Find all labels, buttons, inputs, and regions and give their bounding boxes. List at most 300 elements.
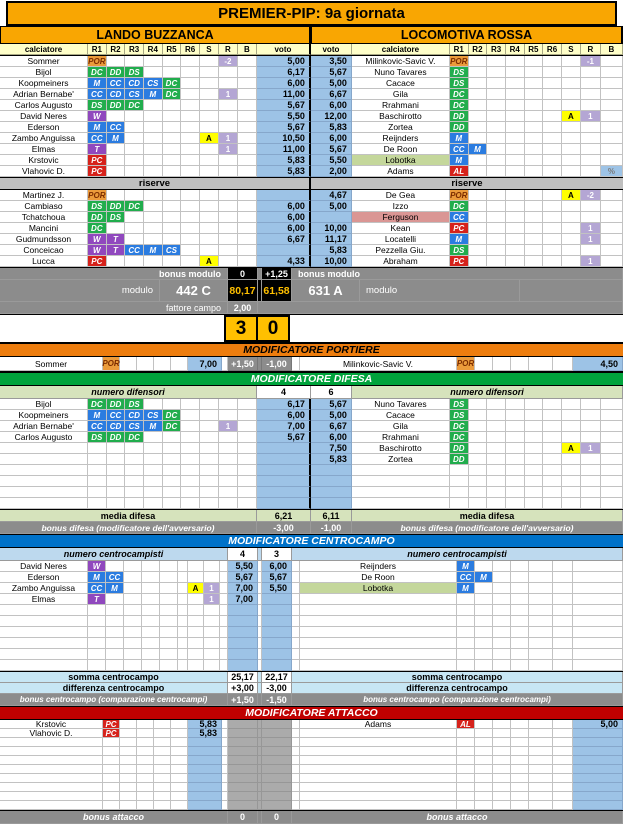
player-voto[interactable]: 5,83 [188,720,222,729]
player-role[interactable]: W [88,111,107,122]
player-voto[interactable]: 10,00 [311,223,352,234]
player-role[interactable]: W [88,561,106,572]
player-voto[interactable] [262,594,292,605]
player-voto[interactable]: 5,83 [257,166,311,177]
player-name[interactable]: Zambo Anguissa [0,133,88,144]
player-voto[interactable] [573,747,623,756]
player-voto[interactable]: 3,50 [311,56,352,67]
bonus-value-away[interactable]: -1,00 [262,357,292,371]
player-voto[interactable]: 5,50 [311,155,352,166]
player-voto[interactable]: 7,00 [257,421,311,432]
player-role[interactable]: DD [88,212,107,223]
player-voto[interactable]: 7,50 [311,443,352,454]
player-role[interactable]: DC [450,421,469,432]
player-name[interactable]: Sommer [0,357,103,371]
slot-r[interactable]: 1 [581,111,601,122]
slot-r[interactable]: 1 [581,223,601,234]
player-role[interactable]: CC [107,122,126,133]
player-name[interactable]: Gudmundsson [0,234,88,245]
player-role[interactable]: DS [450,410,469,421]
player-name[interactable]: Izzo [352,201,450,212]
player-role[interactable]: DD [107,432,126,443]
player-voto[interactable]: 6,67 [257,234,311,245]
player-name[interactable]: Vlahovic D. [0,166,88,177]
total-away[interactable]: 61,58 [262,280,292,302]
player-role[interactable]: DD [107,201,126,212]
player-role[interactable]: CD [107,421,126,432]
player-voto[interactable]: 5,83 [311,245,352,256]
player-voto[interactable]: 5,00 [573,720,623,729]
player-voto[interactable] [311,465,352,476]
player-voto[interactable]: 5,67 [257,432,311,443]
player-role[interactable]: PC [103,720,120,729]
player-role[interactable]: DC [450,89,469,100]
slot-r[interactable]: -2 [219,56,238,67]
player-voto[interactable] [573,792,623,801]
player-voto[interactable] [573,801,623,810]
player-voto[interactable] [262,649,292,660]
player-voto[interactable]: 6,00 [257,212,311,223]
modulo-value-away[interactable]: 631 A [292,280,360,302]
player-voto[interactable]: 5,67 [311,399,352,410]
player-role[interactable]: M [144,89,163,100]
player-name[interactable]: Zortea [352,122,450,133]
role-cell-empty [163,498,182,509]
numero-difensori-home[interactable]: 4 [257,386,311,399]
player-role[interactable]: POR [88,190,106,200]
bonus-attacco-home[interactable]: 0 [228,811,258,824]
slot-s[interactable]: A [562,111,581,122]
player-voto[interactable]: 7,00 [228,583,258,594]
player-name[interactable]: Kean [352,223,450,234]
differenza-centrocampo-away[interactable]: -3,00 [262,683,292,694]
player-role[interactable]: CS [125,89,144,100]
slot-b[interactable]: % [601,166,623,177]
player-role[interactable]: DC [88,223,107,234]
player-role[interactable]: T [107,245,126,256]
player-name[interactable]: Adrian Bernabe' [0,421,88,432]
player-role[interactable]: CC [107,78,126,89]
player-role[interactable]: DS [88,100,107,111]
player-name[interactable]: Koopmeiners [0,410,88,421]
player-name[interactable]: Lobotka [352,155,450,166]
player-voto[interactable] [228,660,258,671]
player-role[interactable]: DS [88,201,107,212]
player-role[interactable]: DD [450,443,469,454]
player-voto[interactable] [573,765,623,774]
player-name[interactable]: Rrahmani [352,432,450,443]
player-role[interactable]: AL [457,720,475,729]
player-role[interactable]: DC [163,421,182,432]
player-voto[interactable] [188,783,222,792]
player-voto[interactable] [311,212,352,223]
player-role[interactable]: PC [88,256,107,267]
slot-r[interactable]: 1 [581,443,601,454]
player-role[interactable]: DC [88,67,107,78]
player-voto[interactable]: 10,50 [257,133,311,144]
player-name[interactable]: Lucca [0,256,88,267]
player-role[interactable]: DS [450,245,469,256]
player-role[interactable]: M [475,572,493,583]
player-role[interactable]: M [457,561,475,572]
somma-centrocampo-away[interactable]: 22,17 [262,672,292,683]
player-name[interactable]: Zambo Anguissa [0,583,88,594]
slot-b [601,155,623,166]
player-name[interactable]: Baschirotto [352,443,450,454]
player-voto[interactable]: 5,83 [188,729,222,738]
player-voto[interactable] [257,465,311,476]
player-voto[interactable] [257,487,311,498]
player-role[interactable]: CC [107,410,126,421]
slot-r[interactable]: 1 [219,89,238,100]
player-role[interactable]: M [107,133,126,144]
player-role[interactable]: CC [450,212,469,223]
player-role[interactable]: PC [88,155,107,166]
player-voto[interactable]: 5,00 [257,56,311,67]
player-name[interactable]: Zortea [352,454,450,465]
player-voto[interactable]: 6,00 [311,133,352,144]
player-name[interactable]: Tchatchoua [0,212,88,223]
player-name[interactable]: De Gea [352,190,450,201]
player-voto[interactable] [188,738,222,747]
player-voto[interactable]: 5,00 [311,201,352,212]
player-voto[interactable] [311,498,352,509]
player-name[interactable]: Ferguson [352,212,450,223]
player-role[interactable]: CC [125,245,144,256]
bonus-modulo-value-home[interactable]: 0 [228,268,258,280]
player-role[interactable]: CC [88,421,107,432]
player-role[interactable]: M [469,144,488,155]
player-voto[interactable] [573,783,623,792]
player-voto[interactable]: 5,67 [262,572,292,583]
player-role[interactable]: CC [457,572,475,583]
slot-r[interactable]: 1 [219,144,238,155]
player-voto[interactable] [188,792,222,801]
player-role[interactable]: DC [125,100,144,111]
player-role[interactable]: CD [107,89,126,100]
player-name[interactable]: Vlahovic D. [0,729,103,738]
player-name[interactable]: Milinkovic-Savic V. [300,357,457,371]
player-role[interactable]: DD [450,122,469,133]
player-role[interactable]: M [106,583,124,594]
player-name[interactable]: Elmas [0,144,88,155]
bonus-modulo-value-away[interactable]: +1,25 [262,268,292,280]
player-role[interactable]: DC [125,201,144,212]
player-role[interactable]: POR [88,56,106,66]
player-role[interactable]: M [450,234,469,245]
player-name[interactable]: Cambiaso [0,201,88,212]
player-role[interactable]: M [88,78,107,89]
player-voto[interactable] [188,801,222,810]
player-role[interactable]: W [88,234,107,245]
player-name[interactable]: Rrahmani [352,100,450,111]
player-voto[interactable]: 6,67 [311,89,352,100]
player-voto[interactable]: 6,00 [257,78,311,89]
player-voto[interactable] [257,454,311,465]
player-voto[interactable]: 11,17 [311,234,352,245]
player-name[interactable]: Koopmeiners [0,78,88,89]
player-name[interactable]: Conceicao [0,245,88,256]
player-name[interactable]: Carlos Augusto [0,432,88,443]
player-role[interactable]: CS [144,410,163,421]
player-role[interactable]: DS [450,399,469,410]
player-voto[interactable]: 6,17 [257,67,311,78]
player-voto[interactable] [188,765,222,774]
player-role[interactable]: M [88,410,107,421]
player-voto[interactable] [188,747,222,756]
player-voto[interactable] [573,738,623,747]
player-voto[interactable] [573,729,623,738]
player-voto[interactable]: 6,17 [257,399,311,410]
player-name[interactable]: De Roon [300,572,457,583]
player-role[interactable]: PC [88,166,107,177]
player-name[interactable]: Gila [352,89,450,100]
player-voto[interactable]: 5,67 [257,100,311,111]
player-role[interactable]: DD [107,399,126,410]
bonus-attacco-away[interactable]: 0 [262,811,292,824]
player-name[interactable]: Sommer [0,56,88,67]
player-name[interactable]: Cacace [352,78,450,89]
player-role[interactable]: DS [107,212,126,223]
player-voto[interactable]: 6,67 [311,421,352,432]
player-role[interactable]: DC [88,399,107,410]
player-voto[interactable]: 12,00 [311,111,352,122]
player-voto[interactable] [188,756,222,765]
player-voto[interactable] [262,638,292,649]
numero-centrocampisti-home[interactable]: 4 [228,548,258,561]
player-role[interactable]: DS [88,432,107,443]
player-voto[interactable]: 4,67 [311,190,352,201]
slot-s[interactable]: A [200,256,219,267]
player-name[interactable]: Krstovic [0,155,88,166]
player-voto[interactable]: 7,00 [188,357,222,371]
player-voto[interactable]: 5,50 [228,561,258,572]
bonus-value-home[interactable]: +1,50 [228,357,258,371]
player-voto[interactable]: 5,67 [311,144,352,155]
player-voto[interactable]: 5,00 [311,78,352,89]
player-role[interactable]: CC [450,144,469,155]
slot-r[interactable]: 1 [219,421,238,432]
player-voto[interactable] [228,649,258,660]
player-name[interactable]: Elmas [0,594,88,605]
player-role[interactable]: DS [450,67,469,78]
fattore-campo-value[interactable]: 2,00 [228,302,258,314]
media-difesa-away[interactable]: 6,11 [311,510,352,522]
player-role[interactable]: DC [163,410,182,421]
player-role[interactable]: T [107,234,126,245]
player-role[interactable]: PC [103,729,120,738]
player-name[interactable]: De Roon [352,144,450,155]
player-role[interactable]: M [144,245,163,256]
slot-r[interactable]: 1 [219,133,238,144]
player-role[interactable]: DD [107,67,126,78]
player-voto[interactable] [228,638,258,649]
player-role[interactable]: CS [144,78,163,89]
player-voto[interactable]: 6,00 [257,201,311,212]
player-voto[interactable] [262,605,292,616]
player-voto[interactable] [573,756,623,765]
player-role[interactable]: POR [103,357,120,371]
player-voto[interactable] [573,774,623,783]
player-name[interactable]: Adrian Bernabe' [0,89,88,100]
numero-difensori-away[interactable]: 6 [311,386,352,399]
slot-r[interactable]: 1 [204,594,220,605]
player-role[interactable]: DC [450,432,469,443]
player-voto[interactable] [228,605,258,616]
player-role[interactable]: M [457,583,475,594]
player-role[interactable]: DC [163,89,182,100]
player-name[interactable]: David Neres [0,111,88,122]
player-role[interactable]: M [450,155,469,166]
differenza-centrocampo-home[interactable]: +3,00 [228,683,258,694]
player-voto[interactable]: 6,00 [257,410,311,421]
player-voto[interactable]: 6,00 [311,432,352,443]
player-role[interactable]: DC [163,78,182,89]
player-voto[interactable]: 5,83 [311,454,352,465]
player-role[interactable]: DC [450,100,469,111]
player-role[interactable]: CS [163,245,182,256]
player-voto[interactable]: 2,00 [311,166,352,177]
slot-r[interactable]: 1 [581,256,601,267]
player-role[interactable]: POR [457,357,475,371]
player-voto[interactable]: 5,67 [228,572,258,583]
player-role[interactable]: POR [450,56,468,66]
player-voto[interactable] [188,774,222,783]
player-name[interactable]: Ederson [0,572,88,583]
player-voto[interactable]: 4,50 [573,357,623,371]
player-role[interactable]: CD [125,410,144,421]
player-role[interactable]: DD [450,454,469,465]
slot-r[interactable]: 1 [581,234,601,245]
player-name[interactable]: Milinkovic-Savic V. [352,56,450,67]
slot-s[interactable]: A [562,190,581,201]
player-role[interactable]: DC [125,432,144,443]
player-name[interactable]: Ederson [0,122,88,133]
player-role[interactable]: DD [107,100,126,111]
player-name[interactable]: Pezzella Giu. [352,245,450,256]
slot-r[interactable]: -1 [581,56,601,67]
player-voto[interactable]: 7,00 [228,594,258,605]
player-role[interactable]: W [88,245,107,256]
player-voto[interactable] [257,476,311,487]
player-role[interactable]: CC [88,133,107,144]
player-name[interactable]: Reijnders [352,133,450,144]
player-role[interactable]: DS [125,399,144,410]
player-role[interactable]: CC [88,89,107,100]
player-voto[interactable]: 5,67 [257,122,311,133]
player-voto[interactable] [257,245,311,256]
player-voto[interactable] [311,487,352,498]
player-role[interactable]: POR [450,190,468,200]
player-name[interactable]: Nuno Tavares [352,399,450,410]
slot-s[interactable]: A [562,443,581,454]
player-voto[interactable] [311,476,352,487]
player-role[interactable]: DC [450,201,469,212]
player-role[interactable]: M [144,421,163,432]
player-role[interactable]: M [88,572,106,583]
player-voto[interactable]: 6,00 [257,223,311,234]
bonus-centrocampo-away[interactable]: -1,50 [262,694,292,706]
player-name[interactable]: Adams [300,720,457,729]
player-name[interactable]: Bijol [0,67,88,78]
slot-s[interactable]: A [200,133,219,144]
player-role[interactable]: DS [450,78,469,89]
player-voto[interactable]: 5,83 [311,122,352,133]
player-voto[interactable] [262,627,292,638]
player-voto[interactable]: 11,00 [257,89,311,100]
player-role[interactable]: M [88,122,107,133]
player-name[interactable]: Locatelli [352,234,450,245]
player-name[interactable]: Lobotka [300,583,457,594]
bonus-difesa-home[interactable]: -3,00 [257,522,311,534]
player-voto[interactable]: 6,00 [311,100,352,111]
player-role[interactable]: CC [106,572,124,583]
player-voto[interactable] [228,627,258,638]
player-role[interactable]: CD [125,78,144,89]
player-voto[interactable] [257,190,311,201]
player-name[interactable]: Martinez J. [0,190,88,201]
bonus-difesa-away[interactable]: -1,00 [311,522,352,534]
player-voto[interactable]: 11,00 [257,144,311,155]
player-name[interactable]: Adams [352,166,450,177]
player-role[interactable]: AL [450,166,469,177]
player-name[interactable]: Carlos Augusto [0,100,88,111]
bonus-centrocampo-home[interactable]: +1,50 [228,694,258,706]
numero-centrocampisti-away[interactable]: 3 [262,548,292,561]
player-role[interactable]: M [450,133,469,144]
somma-centrocampo-home[interactable]: 25,17 [228,672,258,683]
player-voto[interactable]: 5,67 [311,67,352,78]
player-role[interactable]: T [88,144,107,155]
player-voto[interactable] [262,616,292,627]
player-voto[interactable]: 10,00 [311,256,352,267]
player-name[interactable]: Bijol [0,399,88,410]
player-name[interactable]: Reijnders [300,561,457,572]
player-name[interactable]: David Neres [0,561,88,572]
player-voto[interactable]: 5,83 [257,155,311,166]
player-voto[interactable] [257,498,311,509]
total-home[interactable]: 80,17 [228,280,258,302]
player-name[interactable]: Krstovic [0,720,103,729]
player-name[interactable]: Abraham [352,256,450,267]
player-name[interactable]: Mancini [0,223,88,234]
player-voto[interactable] [262,660,292,671]
player-voto[interactable]: 5,50 [262,583,292,594]
player-name[interactable]: Baschirotto [352,111,450,122]
player-role[interactable]: PC [450,223,469,234]
player-role[interactable]: CC [88,583,106,594]
player-role[interactable]: PC [450,256,469,267]
modulo-value-home[interactable]: 442 C [160,280,228,302]
player-role[interactable]: DD [450,111,469,122]
player-voto[interactable]: 5,50 [257,111,311,122]
player-voto[interactable]: 5,00 [311,410,352,421]
player-name[interactable]: Cacace [352,410,450,421]
player-voto[interactable]: 6,00 [262,561,292,572]
slot-s[interactable]: A [188,583,204,594]
slot-r[interactable]: 1 [204,583,220,594]
player-name[interactable]: Nuno Tavares [352,67,450,78]
player-name[interactable]: Gila [352,421,450,432]
player-role[interactable]: DS [125,67,144,78]
player-voto[interactable] [228,616,258,627]
player-role[interactable]: T [88,594,106,605]
slot-r[interactable]: -2 [581,190,601,201]
media-difesa-home[interactable]: 6,21 [257,510,311,522]
player-role[interactable]: CS [125,421,144,432]
player-voto[interactable]: 4,33 [257,256,311,267]
player-voto[interactable] [257,443,311,454]
